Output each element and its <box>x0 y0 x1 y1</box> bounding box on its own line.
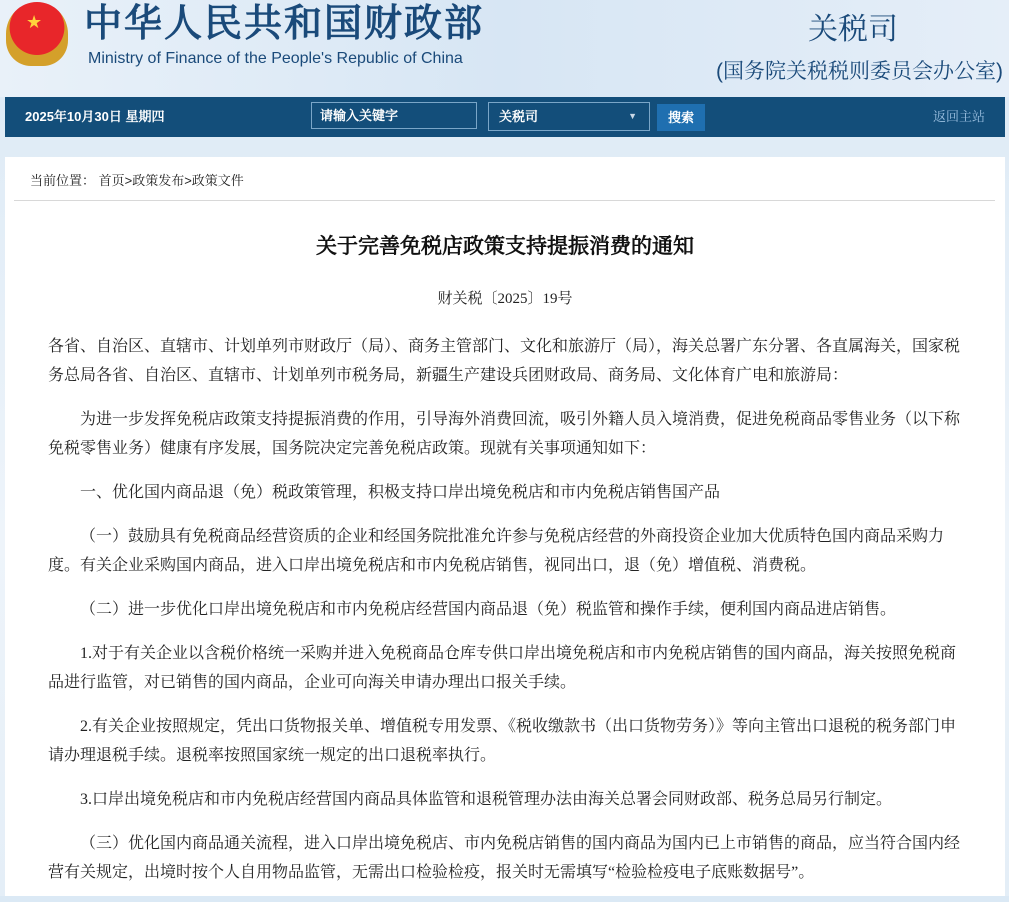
paragraph: （二）进一步优化口岸出境免税店和市内免税店经营国内商品退（免）税监管和操作手续，便利国内商品进店销售。 <box>80 601 897 618</box>
chevron-down-icon: ▼ <box>628 111 637 121</box>
paragraph: 3.口岸出境免税店和市内免税店经营国内商品具体监管和退税管理办法由海关总署会同财政部、税务总局另行制定。 <box>80 791 893 808</box>
paragraph: （一）鼓励具有免税商品经营资质的企业和经国务院批准允许参与免税店经营的外商投资企业加大优质特色国内商品采购力度。有关企业采购国内商品，进入口岸出境免税店和市内免税店销售，视同出口，退（免）增值税、消费税。 <box>48 528 945 574</box>
document-number: 财关税〔2025〕19号 <box>437 291 573 307</box>
article-body <box>48 332 966 902</box>
content-panel <box>5 157 1005 896</box>
paragraph: 2.有关企业按照规定，凭出口货物报关单、增值税专用发票、《税收缴款书（出口货物劳务）》等向主管出口退税的税务部门申请办理退税手续。退税率按照国家统一规定的出口退税率执行。 <box>48 718 957 764</box>
national-emblem-logo <box>6 2 68 66</box>
paragraph: （三）优化国内商品通关流程，进入口岸出境免税店、市内免税店销售的国内商品为国内已上市销售的商品，应当符合国内经营有关规定，出境时按个人自用物品监管，无需出口检验检疫，报关时无需填写“检验检疫电子底账数据号”。 <box>48 835 961 881</box>
search-input[interactable]: 请输入关键字 <box>311 102 477 129</box>
return-home-link[interactable]: 返回主站 <box>932 109 985 124</box>
nav-bar <box>5 97 1005 137</box>
star-icon: ★ <box>26 12 43 32</box>
site-title-en: Ministry of Finance of the People's Republic of China <box>88 50 463 67</box>
paragraph: 各省、自治区、直辖市、计划单列市财政厅（局）、商务主管部门、文化和旅游厅（局），海关总署广东分署、各直属海关，国家税务总局各省、自治区、直辖市、计划单列市税务局，新疆生产建设兵团财政局、商务局、文化体育广电和旅游局： <box>48 338 961 384</box>
article-title: 关于完善免税店政策支持提振消费的通知 <box>316 235 694 258</box>
current-date: 2025年10月30日 星期四 <box>25 109 165 124</box>
paragraph: 一、优化国内商品退（免）税政策管理，积极支持口岸出境免税店和市内免税店销售国产品 <box>80 484 721 501</box>
site-title-cn: 中华人民共和国财政部 <box>84 3 485 45</box>
paragraph: 1.对于有关企业以含税价格统一采购并进入免税商品仓库专供口岸出境免税店和市内免税店销售的国内商品，海关按照免税商品进行监管，对已销售的国内商品，企业可向海关申请办理出口报关手续。 <box>48 645 957 691</box>
site-header <box>0 0 1009 97</box>
scope-select-value: 关税司 <box>499 109 539 124</box>
department-subtitle: (国务院关税税则委员会办公室) <box>716 60 1003 83</box>
department-name: 关税司 <box>808 13 898 46</box>
breadcrumb: 当前位置： 首页>政策发布>政策文件 <box>14 157 995 201</box>
scope-select[interactable] <box>488 102 650 131</box>
search-button[interactable]: 搜索 <box>657 104 705 131</box>
paragraph: 为进一步发挥免税店政策支持提振消费的作用，引导海外消费回流，吸引外籍人员入境消费，促进免税商品零售业务（以下称免税零售业务）健康有序发展，国务院决定完善免税店政策。现就有关事项通知如下： <box>48 411 961 457</box>
